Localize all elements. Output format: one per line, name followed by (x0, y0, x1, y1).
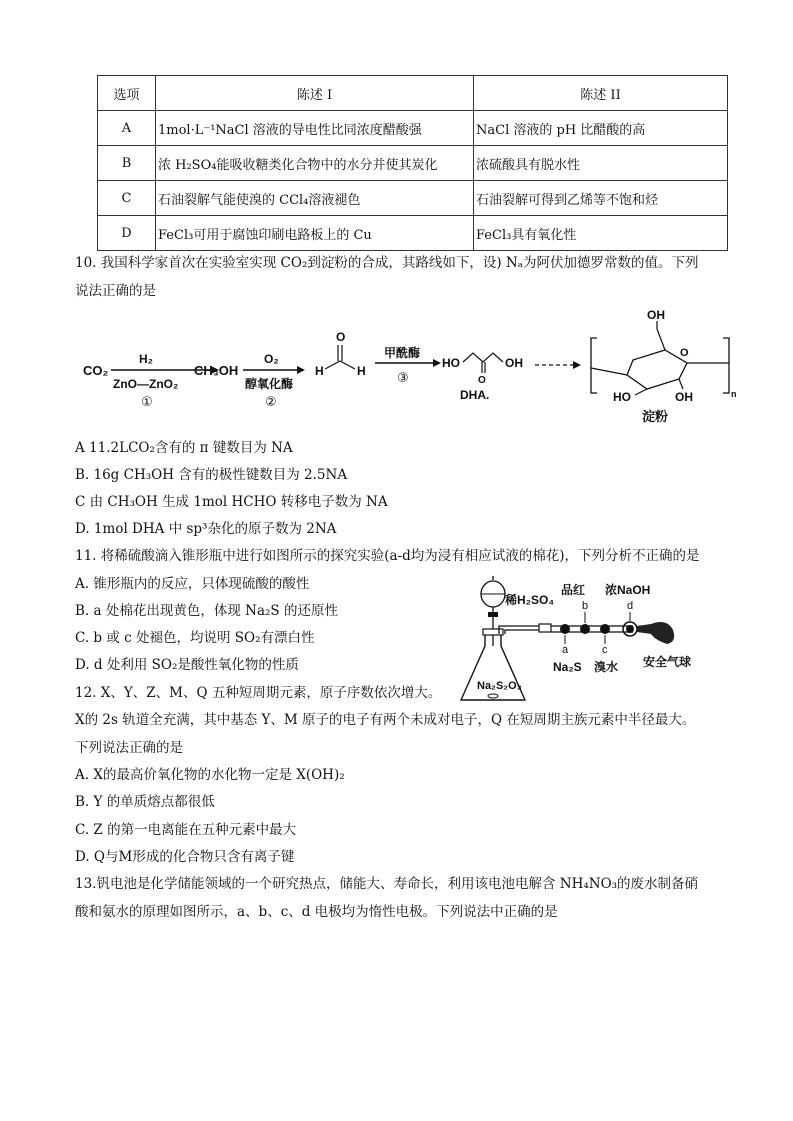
q10-option-c: C 由 CH₃OH 生成 1mol HCHO 转移电子数为 NA (75, 494, 388, 510)
table-row (98, 181, 728, 216)
enzyme-3: 甲酰酶 (384, 346, 421, 360)
q10-option-a: A 11.2LCO₂含有的 π 键数目为 NA (75, 440, 293, 456)
dha-label: DHA. (460, 388, 490, 402)
label-a: a (562, 644, 569, 656)
cotton-b-icon (580, 624, 590, 634)
step-1-marker: ① (141, 394, 153, 409)
table-cell-option: D (98, 216, 156, 251)
q12-stem-line-1: 12. X、Y、Z、M、Q 五种短周期元素，原子序数依次增大。 (75, 685, 442, 701)
synthesis-route-scheme (75, 305, 745, 430)
arrowhead-icon (573, 361, 581, 369)
q11-option-a: A. 锥形瓶内的反应，只体现硫酸的酸性 (75, 576, 310, 592)
starch-ho: HO (613, 390, 631, 404)
table-header: 选项 (98, 76, 156, 111)
catalyst-1: ZnO—ZnO₂ (113, 377, 179, 391)
bromine-water-label: 溴水 (594, 660, 619, 674)
o2-reagent: O₂ (264, 352, 279, 366)
q11-option-b: B. a 处棉花出现黄色，体现 Na₂S 的还原性 (75, 603, 338, 619)
stir-bar-icon (488, 694, 498, 698)
q12-option-d: D. Q与M形成的化合物只含有离子键 (75, 849, 295, 865)
starch-label: 淀粉 (642, 409, 669, 424)
formaldehyde-h-left: H (315, 364, 324, 378)
q10-option-b: B. 16g CH₃OH 含有的极性键数目为 2.5NA (75, 467, 348, 483)
label-d: d (627, 600, 634, 612)
table-header: 陈述 II (474, 76, 728, 111)
table-header: 陈述 I (156, 76, 474, 111)
table-cell-statement-1: FeCl₃可用于腐蚀印刷电路板上的 Cu (156, 216, 474, 251)
table-cell-statement-1: 1mol·L⁻¹NaCl 溶液的导电性比同浓度醋酸强 (156, 111, 474, 146)
q12-option-a: A. X的最高价氧化物的水化物一定是 X(OH)₂ (75, 767, 345, 783)
dha-o: O (478, 375, 486, 386)
q10-stem-line-1: 10. 我国科学家首次在实验室实现 CO₂到淀粉的合成，其路线如下，设) Nₐ为阿伏加德罗常数的值。下列 (75, 255, 699, 271)
table-cell-option: A (98, 111, 156, 146)
table-cell-statement-2: 浓硫酸具有脱水性 (474, 146, 728, 181)
q11-option-d: D. d 处利用 SO₂是酸性氧化物的性质 (75, 657, 299, 673)
formaldehyde-o: O (336, 330, 346, 344)
table-cell-statement-1: 浓 H₂SO₄能吸收糖类化合物中的水分并使其炭化 (156, 146, 474, 181)
table-cell-statement-2: FeCl₃具有氧化性 (474, 216, 728, 251)
q10-stem-line-2: 说法正确的是 (75, 283, 156, 299)
stopcock-icon (488, 612, 498, 617)
co2-label: CO₂ (83, 363, 109, 378)
label-c: c (602, 644, 608, 656)
table-row (98, 216, 728, 251)
q12-option-b: B. Y 的单质熔点都很低 (75, 794, 215, 810)
pinhong-label: 品红 (561, 583, 586, 597)
table-row (98, 111, 728, 146)
starch-ring-o: O (680, 347, 689, 359)
safety-balloon-label: 安全气球 (643, 655, 692, 669)
q10-option-d: D. 1mol DHA 中 sp³杂化的原子数为 2NA (75, 521, 337, 537)
label-b: b (582, 600, 589, 612)
q13-stem-line-1: 13.钒电池是化学储能领域的一个研究热点，储能大、寿命长，利用该电池电解含 NH₄NO₃的废水制备硝 (75, 876, 699, 892)
table-cell-option: C (98, 181, 156, 216)
naoh-label: 浓NaOH (605, 583, 651, 597)
ring-substituent (679, 379, 683, 389)
ring-substituent (657, 329, 665, 350)
options-table (97, 75, 728, 251)
dha-chain (463, 353, 503, 362)
connector (539, 624, 551, 632)
q13-stem-line-2: 酸和氨水的原理如图所示，a、b、c、d 电极均为惰性电极。下列说法中正确的是 (75, 904, 558, 920)
experiment-apparatus (455, 574, 715, 706)
q12-stem-line-2: X的 2s 轨道全充满，其中基态 Y、M 原子的电子有两个未成对电子，Q 在短周期主族元素中半径最大。 (75, 712, 696, 728)
dha-oh: OH (505, 356, 523, 370)
starch-oh-bottom: OH (675, 390, 693, 404)
ring-substituent (635, 389, 647, 395)
q11-option-c: C. b 或 c 处褪色，均说明 SO₂有漂白性 (75, 630, 315, 646)
glycosidic-bond (591, 368, 627, 375)
dilute-acid-label: 稀H₂SO₄ (505, 593, 555, 607)
step-2-marker: ② (265, 394, 277, 409)
formaldehyde-bond (325, 361, 340, 369)
q12-option-c: C. Z 的第一电离能在五种元素中最大 (75, 822, 297, 838)
starch-oh-top: OH (647, 308, 665, 322)
table-cell-statement-2: NaCl 溶液的 pH 比醋酸的高 (474, 111, 728, 146)
glucose-ring (627, 350, 687, 389)
formaldehyde-bond (340, 361, 355, 369)
arrowhead-icon (297, 366, 305, 374)
q11-stem: 11. 将稀硫酸滴入锥形瓶中进行如图所示的探究实验(a-d均为浸有相应试液的棉花)，下列分析不正确的是 (75, 548, 700, 564)
table-cell-statement-1: 石油裂解气能使溴的 CCl₄溶液褪色 (156, 181, 474, 216)
cotton-a-icon (560, 624, 570, 634)
h2-reagent: H₂ (139, 352, 153, 366)
bracket-right (723, 338, 729, 393)
arrowhead-icon (433, 359, 441, 367)
table-cell-option: B (98, 146, 156, 181)
table-header-row (98, 76, 728, 111)
na2s-label: Na₂S (553, 660, 582, 674)
starch-n: n (731, 389, 737, 399)
enzyme-2: 醇氧化酶 (245, 377, 294, 391)
formaldehyde-h-right: H (357, 364, 366, 378)
flask-content-label: Na₂S₂O₃ (477, 680, 522, 692)
delivery-tube (505, 630, 539, 634)
table-cell-statement-2: 石油裂解可得到乙烯等不饱和烃 (474, 181, 728, 216)
safety-balloon-icon (637, 622, 674, 644)
dha-ho: HO (442, 356, 460, 370)
table-row (98, 146, 728, 181)
step-3-marker: ③ (397, 370, 409, 385)
cotton-d-core (626, 625, 634, 633)
stopper (483, 629, 503, 635)
ch3oh-label: CH₃OH (194, 363, 239, 378)
q12-stem-line-3: 下列说法正确的是 (75, 740, 183, 756)
bracket-left (591, 338, 597, 393)
cotton-c-icon (600, 624, 610, 634)
